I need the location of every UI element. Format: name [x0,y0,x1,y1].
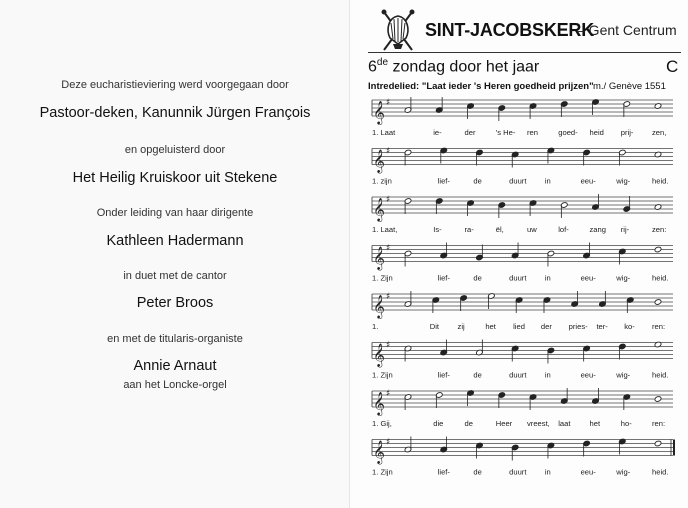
treble-clef-icon: 𝄞 [373,342,385,367]
lyric-syllable: de [464,419,473,428]
treble-clef-icon: 𝄞 [373,294,385,318]
key-signature-sharp-icon: ♯ [386,195,391,205]
lyric-syllable: zen, [652,128,667,137]
key-signature-sharp-icon: ♯ [386,98,391,108]
lyric-syllable: 1. [372,322,379,331]
music-system [372,194,673,234]
treble-clef-icon: 𝄞 [373,245,385,270]
credit-line-3: Onder leiding van haar dirigente [96,207,254,219]
lyric-syllable: ra- [464,225,474,234]
lyric-syllable: 's He- [495,128,516,137]
music-system [372,243,673,283]
credit-organist: Annie Arnaut [133,358,217,374]
lyric-syllable: in [544,176,551,186]
lyric-syllable: duurt [509,467,527,477]
credit-cantor: Peter Broos [136,295,214,311]
lyric-syllable: eeu- [580,467,596,477]
lyric-syllable: in [544,467,551,477]
lyric-syllable: lief- [437,176,450,186]
lyric-syllable: ko- [624,322,635,331]
credit-line-2: en opgeluisterd door [124,144,226,156]
key-signature-sharp-icon: ♯ [386,292,391,302]
lyric-syllable: de [473,176,482,186]
treble-clef-icon: 𝄞 [373,148,385,173]
lyric-syllable: wig- [616,370,631,380]
lyric-syllable: duurt [509,176,527,186]
music-system [372,97,673,137]
lyric-syllable: de [473,273,482,283]
lyric-syllable: heid. [652,176,669,186]
key-signature-sharp-icon: ♯ [386,437,391,448]
treble-clef-icon: 𝄞 [373,197,385,221]
lyric-syllable: der [540,322,552,331]
lyric-syllable: der [464,128,476,137]
lyric-syllable: uw [527,225,537,234]
lyric-syllable: ie- [433,128,442,137]
entrance-hymn-title: Intredelied: "Laat ieder 's Heren goedheid prijzen" [368,81,594,92]
lyric-syllable: ren [527,128,538,137]
lyric-syllable: duurt [509,273,527,283]
melody-source: m./ Genève 1551 [593,81,666,92]
credit-choir: Het Heilig Kruiskoor uit Stekene [72,170,278,186]
lyric-syllable: Dit [429,322,440,331]
treble-clef-icon: 𝄞 [373,391,385,415]
lyric-syllable: 1. Zijn [372,467,393,477]
credit-intro-line: Deze eucharistieviering werd voorgegaan door [61,79,289,91]
lyric-syllable: in [544,273,551,283]
lyric-syllable: prij- [620,128,634,137]
sunday-ordinal: 6 [368,58,377,76]
lyric-syllable: rij- [620,225,630,234]
lyric-syllable: Is- [433,225,442,234]
key-signature-sharp-icon: ♯ [386,389,391,399]
lyric-syllable: het [485,322,496,331]
note-head [654,299,662,306]
lyric-syllable: ël, [495,225,504,234]
lyric-syllable: ho- [620,419,632,428]
credit-conductor: Kathleen Hadermann [106,233,244,249]
header-rule [368,52,681,53]
key-signature-sharp-icon: ♯ [386,340,391,351]
lyric-syllable: ren: [652,419,666,428]
lyric-syllable: heid. [652,370,669,380]
music-system [372,291,673,331]
note-head [654,396,662,403]
lyric-syllable: laat [558,419,571,428]
music-system [372,388,673,428]
lyric-syllable: 1. Laat [372,128,396,137]
church-name: SINT-JACOBSKERK [425,20,595,40]
music-system [372,437,674,477]
credit-line-4: in duet met de cantor [123,270,227,282]
lyric-syllable: Heer [495,419,513,428]
sunday-ordinal-suffix: de [376,57,389,68]
lyric-syllable: eeu- [580,176,596,186]
lyric-syllable: 1. Zijn [372,370,393,380]
credit-organ: aan het Loncke-orgel [123,379,227,391]
lyric-syllable: zang [589,225,606,234]
lyric-syllable: duurt [509,370,527,380]
lyric-syllable: 1. Laat, [372,225,398,234]
key-signature-sharp-icon: ♯ [386,146,391,157]
lyric-syllable: goed- [558,128,578,137]
lyric-syllable: eeu- [580,370,596,380]
lyric-syllable: die [433,419,444,428]
hymn-score [368,96,683,498]
lyric-syllable: in [544,370,551,380]
lyric-syllable: lied [513,322,525,331]
lyric-syllable: wig- [616,176,631,186]
lyric-syllable: het [589,419,601,428]
lyric-syllable: wig- [616,273,631,283]
key-signature-sharp-icon: ♯ [386,243,391,254]
lyric-syllable: heid. [652,467,669,477]
music-system [372,147,673,186]
lyric-syllable: 1. Gij, [372,419,392,428]
lyric-syllable: de [473,370,482,380]
note-head [654,246,662,253]
lyric-syllable: zen: [652,225,667,234]
lyric-syllable: zij [457,322,465,331]
lyric-syllable: 1. Zijn [372,273,393,283]
liturgical-year-letter: C [666,57,679,76]
lyric-syllable: heid [589,128,604,137]
credit-celebrant: Pastoor-deken, Kanunnik Jürgen François [39,105,311,121]
liturgical-sunday [368,57,539,76]
lyric-syllable: ren: [652,322,666,331]
lyric-syllable: lof- [558,225,569,234]
scallop-shell-staffs-icon [380,8,416,54]
lyric-syllable: lief- [437,370,450,380]
lyric-syllable: de [473,467,482,477]
lyric-syllable: lief- [437,273,450,283]
sunday-title: zondag door het jaar [388,58,540,76]
treble-clef-icon: 𝄞 [373,100,385,124]
church-location: – Gent Centrum [577,22,677,38]
lyric-syllable: heid. [652,273,669,283]
lyric-syllable: pries- [568,322,588,331]
lyric-syllable: 1. zijn [372,176,392,186]
lyric-syllable: lief- [437,467,450,477]
lyric-syllable: eeu- [580,273,596,283]
music-system [372,340,673,380]
note-head [654,440,662,447]
credit-line-5: en met de titularis-organiste [107,333,243,345]
treble-clef-icon: 𝄞 [373,439,385,464]
lyric-syllable: ter- [596,322,608,331]
lyric-syllable: wig- [616,467,631,477]
lyric-syllable: vreest, [527,419,550,428]
